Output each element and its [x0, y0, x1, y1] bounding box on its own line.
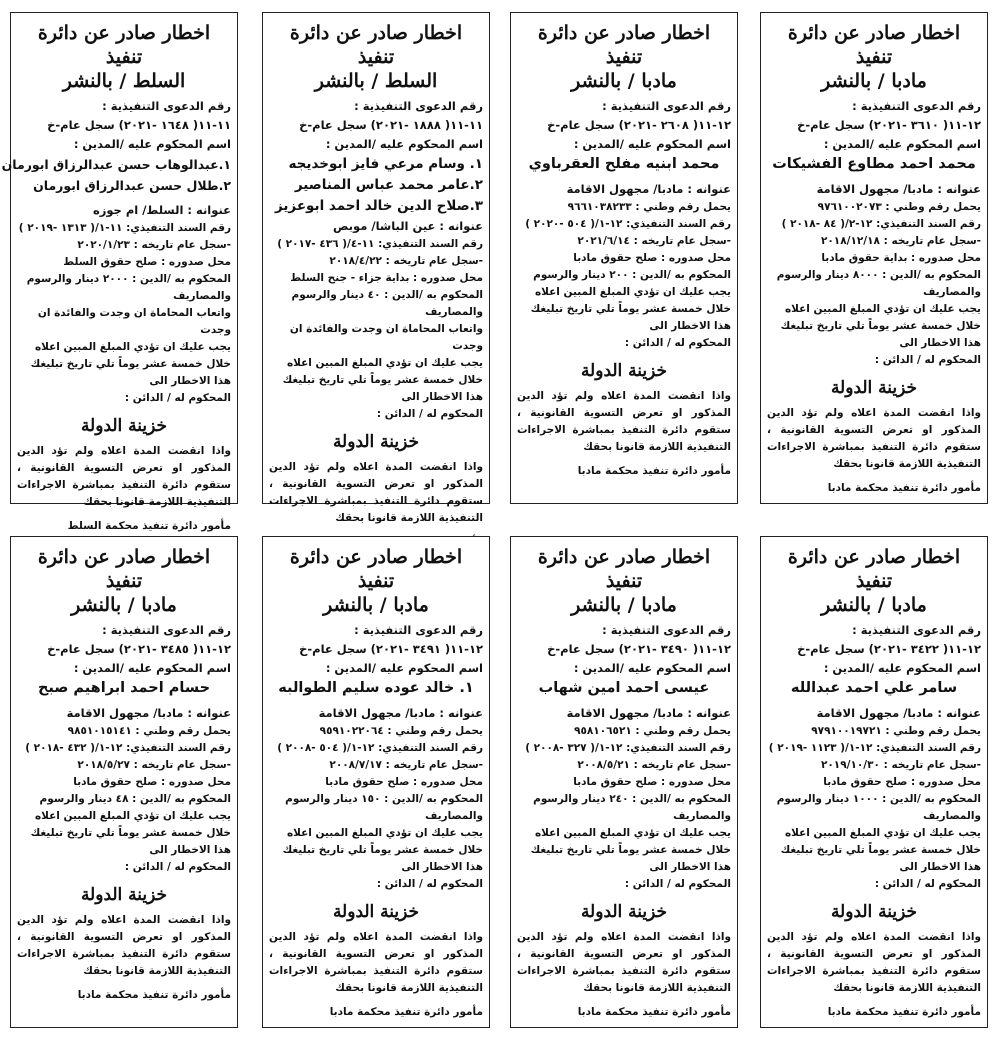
- national-id: يحمل رقم وطني : ٩٨٥١٠١٥١٤١: [67, 725, 231, 737]
- notice-card: [1, 12, 238, 532]
- case-number: ١٢-١١( ٣٤٩١ -٢٠٢١) سجل عام-خ: [299, 642, 483, 656]
- address: عنوانه : مادبا/ مجهول الاقامة: [816, 182, 981, 196]
- debtor-name: ٢.طلال حسن عبدالرزاق ابورمان: [33, 178, 231, 193]
- debtor-name: عيسى احمد امين شهاب: [538, 680, 710, 696]
- deed-line: رقم السند التنفيذي: ١١-١/( ١٣١٣ -٢٠١٩ ): [18, 222, 231, 234]
- creditor-label: المحكوم له / الدائن :: [874, 354, 981, 366]
- notice-title: اخطار صادر عن دائرة تنفيذ: [289, 22, 463, 68]
- address: عنوانه : مادبا/ مجهول الاقامة: [66, 706, 231, 720]
- debtor-label: اسم المحكوم عليه /المدين :: [73, 661, 231, 675]
- demand-text: يجب عليك ان تؤدي المبلغ المبين اعلاه خلال خمسة عشر يوماً تلي تاريخ تبليغك هذا الاخطار الى: [30, 810, 231, 856]
- fees-text: واتعاب المحاماة ان وجدت والفائدة ان وجدت: [37, 307, 231, 336]
- creditor-label: المحكوم له / الدائن :: [376, 408, 483, 420]
- amount: المحكوم به /الدين : ١٥٠ دينار والرسوم والمصاريف: [285, 793, 483, 822]
- demand-text: يجب عليك ان تؤدي المبلغ المبين اعلاه خلال خمسة عشر يوماً تلي تاريخ تبليغك هذا الاخطار الى: [282, 827, 483, 873]
- notice-subtitle: السلط / بالنشر: [62, 70, 186, 92]
- notice-card: [510, 536, 738, 1028]
- debtor-name: ٢.عامر محمد عباس المناصير: [294, 177, 483, 193]
- national-id: يحمل رقم وطني : ٩٧٩١٠٠١٩٧٢١: [811, 725, 981, 737]
- creditor-name: خزينة الدولة: [580, 361, 668, 381]
- warning-text: واذا انقضت المدة اعلاه ولم تؤد الدين المذكور او تعرض التسوية القانونية ، ستقوم دائرة التنفيذ بمباشرة الاجراءات التنفيذية اللازمة قانونا بحقك: [269, 931, 483, 994]
- date-line: -سجل عام تاريخه : ٢٠١٩/١٠/٣٠: [820, 759, 981, 771]
- officer-signature: مأمور دائرة تنفيذ محكمة السلط: [67, 520, 231, 532]
- issuer: محل صدوره : صلح حقوق مادبا: [73, 776, 231, 788]
- deed-line: رقم السند التنفيذي: ١٢-٢/( ٨٤ -٢٠١٨ ): [781, 218, 981, 230]
- case-label: رقم الدعوى التنفيذية :: [602, 99, 731, 113]
- notice-subtitle: مادبا / بالنشر: [71, 594, 177, 616]
- notice-subtitle: مادبا / بالنشر: [571, 70, 677, 92]
- creditor-name: خزينة الدولة: [80, 416, 168, 436]
- date-line: -سجل عام تاريخه : ٢٠١٨/١٢/١٨: [820, 235, 981, 247]
- notice-card: [760, 536, 988, 1028]
- date-line: -سجل عام تاريخه : ٢٠٠٨/٧/١٧: [329, 759, 483, 771]
- debtor-name: حسام احمد ابراهيم صبح: [37, 680, 211, 696]
- demand-text: يجب عليك ان تؤدي المبلغ المبين اعلاه خلال خمسة عشر يوماً تلي تاريخ تبليغك هذا الاخطار الى: [780, 827, 981, 873]
- deed-line: رقم السند التنفيذي: ١٢-١/( ٣٢٧ -٢٠٠٨ ): [525, 742, 731, 754]
- debtor-label: اسم المحكوم عليه /المدين :: [73, 137, 231, 151]
- demand-text: يجب عليك ان تؤدي المبلغ المبين اعلاه خلال خمسة عشر يوماً تلي تاريخ تبليغك هذا الاخطار الى: [30, 341, 231, 387]
- issuer: محل صدوره : صلح حقوق السلط: [63, 256, 231, 268]
- notice-subtitle: السلط / بالنشر: [314, 70, 438, 92]
- case-number: ١٢-١١( ٣٤٨٥ -٢٠٢١) سجل عام-خ: [47, 642, 231, 656]
- creditor-name: خزينة الدولة: [332, 902, 420, 922]
- notice-card: [262, 12, 490, 524]
- warning-text: واذا انقضت المدة اعلاه ولم تؤد الدين المذكور او تعرض التسوية القانونية ، ستقوم دائرة التنفيذ بمباشرة الاجراءات التنفيذية اللازمة قانونا بحقك: [767, 407, 981, 470]
- notice-title: اخطار صادر عن دائرة تنفيذ: [787, 546, 961, 592]
- debtor-name: ١. وسام مرعي فايز ابوخديجه: [288, 156, 483, 172]
- notice-subtitle: مادبا / بالنشر: [821, 594, 927, 616]
- case-label: رقم الدعوى التنفيذية :: [602, 623, 731, 637]
- deed-line: رقم السند التنفيذي: ١١-٤/( ٤٣٦ -٢٠١٧ ): [277, 238, 483, 250]
- date-line: -سجل عام تاريخه : ٢٠٢١/٦/١٤: [577, 235, 731, 247]
- notice-title: اخطار صادر عن دائرة تنفيذ: [537, 22, 711, 68]
- amount: المحكوم به /الدين : ٤٨ دينار والرسوم: [39, 793, 231, 805]
- address: عنوانه : مادبا/ مجهول الاقامة: [816, 706, 981, 720]
- amount: المحكوم به /الدين : ٢٠٠ دينار والرسوم: [533, 269, 731, 281]
- notice-subtitle: مادبا / بالنشر: [821, 70, 927, 92]
- case-number: ١١-١١( ١٦٤٨ -٢٠٢١) سجل عام-خ: [47, 118, 231, 132]
- notice-title: اخطار صادر عن دائرة تنفيذ: [537, 546, 711, 592]
- date-line: -سجل عام تاريخه : ٢٠٢٠/١/٢٣: [77, 239, 231, 251]
- national-id: يحمل رقم وطني : ٩٥٩١٠٢٢٠٦٤: [319, 725, 483, 737]
- national-id: يحمل رقم وطني : ٩٥٨١٠٦٥٢١: [574, 725, 731, 737]
- debtor-name: ١.عبدالوهاب حسن عبدالرزاق ابورمان: [1, 157, 231, 172]
- debtor-name: سامر علي احمد عبدالله: [790, 680, 958, 696]
- demand-text: يجب عليك ان تؤدي المبلغ المبين اعلاه خلال خمسة عشر يوماً تلي تاريخ تبليغك هذا الاخطار الى: [530, 286, 731, 332]
- creditor-label: المحكوم له / الدائن :: [124, 392, 231, 404]
- creditor-label: المحكوم له / الدائن :: [624, 337, 731, 349]
- address: عنوانه : السلط/ ام جوزه: [92, 203, 231, 217]
- deed-line: رقم السند التنفيذي: ١٢-١/( ٥٠٤ -٢٠٢٠ ): [525, 218, 731, 230]
- amount: المحكوم به /الدين : ١٠٠٠ دينار والرسوم والمصاريف: [776, 793, 981, 822]
- case-number: ١١-١١( ١٨٨٨ -٢٠٢١) سجل عام-خ: [299, 118, 483, 132]
- notice-title: اخطار صادر عن دائرة تنفيذ: [37, 546, 211, 592]
- debtor-label: اسم المحكوم عليه /المدين :: [325, 661, 483, 675]
- notice-card: [510, 12, 738, 504]
- case-number: ١٢-١١( ٣٤٢٢ -٢٠٢١) سجل عام-خ: [797, 642, 981, 656]
- case-number: ١٢-١١( ٢٦٠٨ -٢٠٢١) سجل عام-خ: [547, 118, 731, 132]
- debtor-label: اسم المحكوم عليه /المدين :: [573, 661, 731, 675]
- creditor-name: خزينة الدولة: [830, 902, 918, 922]
- officer-signature: مأمور دائرة تنفيذ محكمة مادبا: [329, 1006, 483, 1018]
- amount: المحكوم به /الدين : ٨٠٠٠ دينار والرسوم والمصاريف: [776, 269, 981, 298]
- warning-text: واذا انقضت المدة اعلاه ولم تؤد الدين المذكور او تعرض التسوية القانونية ، ستقوم دائرة التنفيذ بمباشرة الاجراءات التنفيذية اللازمة قانونا بحقك: [17, 914, 231, 977]
- officer-signature: مأمور دائرة تنفيذ محكمة مادبا: [77, 989, 231, 1001]
- debtor-name: ١. خالد عوده سليم الطوالبه: [278, 680, 474, 696]
- demand-text: يجب عليك ان تؤدي المبلغ المبين اعلاه خلال خمسة عشر يوماً تلي تاريخ تبليغك هذا الاخطار الى: [530, 827, 731, 873]
- debtor-label: اسم المحكوم عليه /المدين :: [573, 137, 731, 151]
- creditor-name: خزينة الدولة: [80, 885, 168, 905]
- warning-text: واذا انقضت المدة اعلاه ولم تؤد الدين المذكور او تعرض التسوية القانونية ، ستقوم دائرة التنفيذ بمباشرة الاجراءات التنفيذية اللازمة قانونا بحقك: [767, 931, 981, 994]
- notice-card: [10, 536, 238, 1028]
- issuer: محل صدوره : بداية حقوق مادبا: [821, 252, 981, 264]
- case-label: رقم الدعوى التنفيذية :: [354, 99, 483, 113]
- creditor-label: المحكوم له / الدائن :: [624, 878, 731, 890]
- creditor-label: المحكوم له / الدائن :: [124, 861, 231, 873]
- issuer: محل صدوره : صلح حقوق مادبا: [325, 776, 483, 788]
- fees-text: واتعاب المحاماة ان وجدت والفائدة ان وجدت: [289, 323, 483, 352]
- creditor-label: المحكوم له / الدائن :: [376, 878, 483, 890]
- notice-title: اخطار صادر عن دائرة تنفيذ: [787, 22, 961, 68]
- warning-text: واذا انقضت المدة اعلاه ولم تؤد الدين المذكور او تعرض التسوية القانونية ، ستقوم دائرة التنفيذ بمباشرة الاجراءات التنفيذية اللازمة قانونا بحقك: [517, 390, 731, 453]
- deed-line: رقم السند التنفيذي: ١٢-١/( ١١٢٣ -٢٠١٩ ): [768, 742, 981, 754]
- notice-title: اخطار صادر عن دائرة تنفيذ: [37, 22, 211, 68]
- demand-text: يجب عليك ان تؤدي المبلغ المبين اعلاه خلال خمسة عشر يوماً تلي تاريخ تبليغك هذا الاخطار الى: [780, 303, 981, 349]
- creditor-label: المحكوم له / الدائن :: [874, 878, 981, 890]
- case-number: ١٢-١١( ٣٦١٠ -٢٠٢١) سجل عام-خ: [797, 118, 981, 132]
- notice-title: اخطار صادر عن دائرة تنفيذ: [289, 546, 463, 592]
- warning-text: واذا انقضت المدة اعلاه ولم تؤد الدين المذكور او تعرض التسوية القانونية ، ستقوم دائرة التنفيذ بمباشرة الاجراءات التنفيذية اللازمة قانونا بحقك: [269, 461, 483, 524]
- amount: المحكوم به /الدين : ٢٠٠٠ دينار والرسوم والمصاريف: [26, 273, 231, 302]
- date-line: -سجل عام تاريخه : ٢٠١٨/٥/٢٧: [77, 759, 231, 771]
- case-label: رقم الدعوى التنفيذية :: [354, 623, 483, 637]
- address: عنوانه : مادبا/ مجهول الاقامة: [566, 706, 731, 720]
- case-number: ١٢-١١( ٣٤٩٠ -٢٠٢١) سجل عام-خ: [547, 642, 731, 656]
- address: عنوانه : مادبا/ مجهول الاقامة: [318, 706, 483, 720]
- address: عنوانه : مادبا/ مجهول الاقامة: [566, 182, 731, 196]
- debtor-name: محمد احمد مطاوع الفشيكات: [772, 156, 976, 172]
- issuer: محل صدوره : صلح حقوق مادبا: [573, 252, 731, 264]
- officer-signature: مأمور دائرة تنفيذ محكمة مادبا: [827, 482, 981, 494]
- deed-line: رقم السند التنفيذي: ١٢-١/( ٤٣٢ -٢٠١٨ ): [25, 742, 231, 754]
- amount: المحكوم به /الدين : ٤٠ دينار والرسوم والمصاريف: [291, 289, 483, 318]
- warning-text: واذا انقضت المدة اعلاه ولم تؤد الدين المذكور او تعرض التسوية القانونية ، ستقوم دائرة التنفيذ بمباشرة الاجراءات التنفيذية اللازمة قانونا بحقك: [17, 445, 231, 508]
- case-label: رقم الدعوى التنفيذية :: [102, 623, 231, 637]
- address: عنوانه : عين الباشا/ موبص: [333, 219, 483, 233]
- deed-line: رقم السند التنفيذي: ١٢-١/( ٥٠٤ -٢٠٠٨ ): [277, 742, 483, 754]
- creditor-name: خزينة الدولة: [830, 378, 918, 398]
- creditor-name: خزينة الدولة: [332, 432, 420, 452]
- debtor-label: اسم المحكوم عليه /المدين :: [325, 137, 483, 151]
- notice-subtitle: مادبا / بالنشر: [571, 594, 677, 616]
- debtor-name: محمد ابنيه مفلح العقرباوي: [528, 156, 720, 172]
- officer-signature: مأمور دائرة تنفيذ محكمة مادبا: [577, 465, 731, 477]
- warning-text: واذا انقضت المدة اعلاه ولم تؤد الدين المذكور او تعرض التسوية القانونية ، ستقوم دائرة التنفيذ بمباشرة الاجراءات التنفيذية اللازمة قانونا بحقك: [517, 931, 731, 994]
- national-id: يحمل رقم وطني : ٩٧٦١٠٠٢٠٧٣: [817, 201, 981, 213]
- issuer: محل صدوره : صلح حقوق مادبا: [823, 776, 981, 788]
- amount: المحكوم به /الدين : ٢٤٠ دينار والرسوم والمصاريف: [533, 793, 731, 822]
- demand-text: يجب عليك ان تؤدي المبلغ المبين اعلاه خلال خمسة عشر يوماً تلي تاريخ تبليغك هذا الاخطار الى: [282, 357, 483, 403]
- issuer: محل صدوره : بداية جزاء - جنح السلط: [290, 272, 483, 284]
- case-label: رقم الدعوى التنفيذية :: [852, 99, 981, 113]
- issuer: محل صدوره : صلح حقوق مادبا: [573, 776, 731, 788]
- debtor-label: اسم المحكوم عليه /المدين :: [823, 137, 981, 151]
- case-label: رقم الدعوى التنفيذية :: [852, 623, 981, 637]
- notice-subtitle: مادبا / بالنشر: [323, 594, 429, 616]
- date-line: -سجل عام تاريخه : ٢٠٠٨/٥/٢١: [577, 759, 731, 771]
- case-label: رقم الدعوى التنفيذية :: [102, 99, 231, 113]
- notice-card: [760, 12, 988, 504]
- creditor-name: خزينة الدولة: [580, 902, 668, 922]
- officer-signature: مأمور دائرة تنفيذ محكمة مادبا: [827, 1006, 981, 1018]
- debtor-label: اسم المحكوم عليه /المدين :: [823, 661, 981, 675]
- notice-card: [262, 536, 490, 1028]
- date-line: -سجل عام تاريخه : ٢٠١٨/٤/٢٢: [329, 255, 483, 267]
- national-id: يحمل رقم وطني : ٩٦٦١٠٣٨٢٣٣: [567, 201, 731, 213]
- debtor-name: ٣.صلاح الدين خالد احمد ابوعزيز: [274, 198, 483, 214]
- officer-signature: مأمور دائرة تنفيذ محكمة مادبا: [577, 1006, 731, 1018]
